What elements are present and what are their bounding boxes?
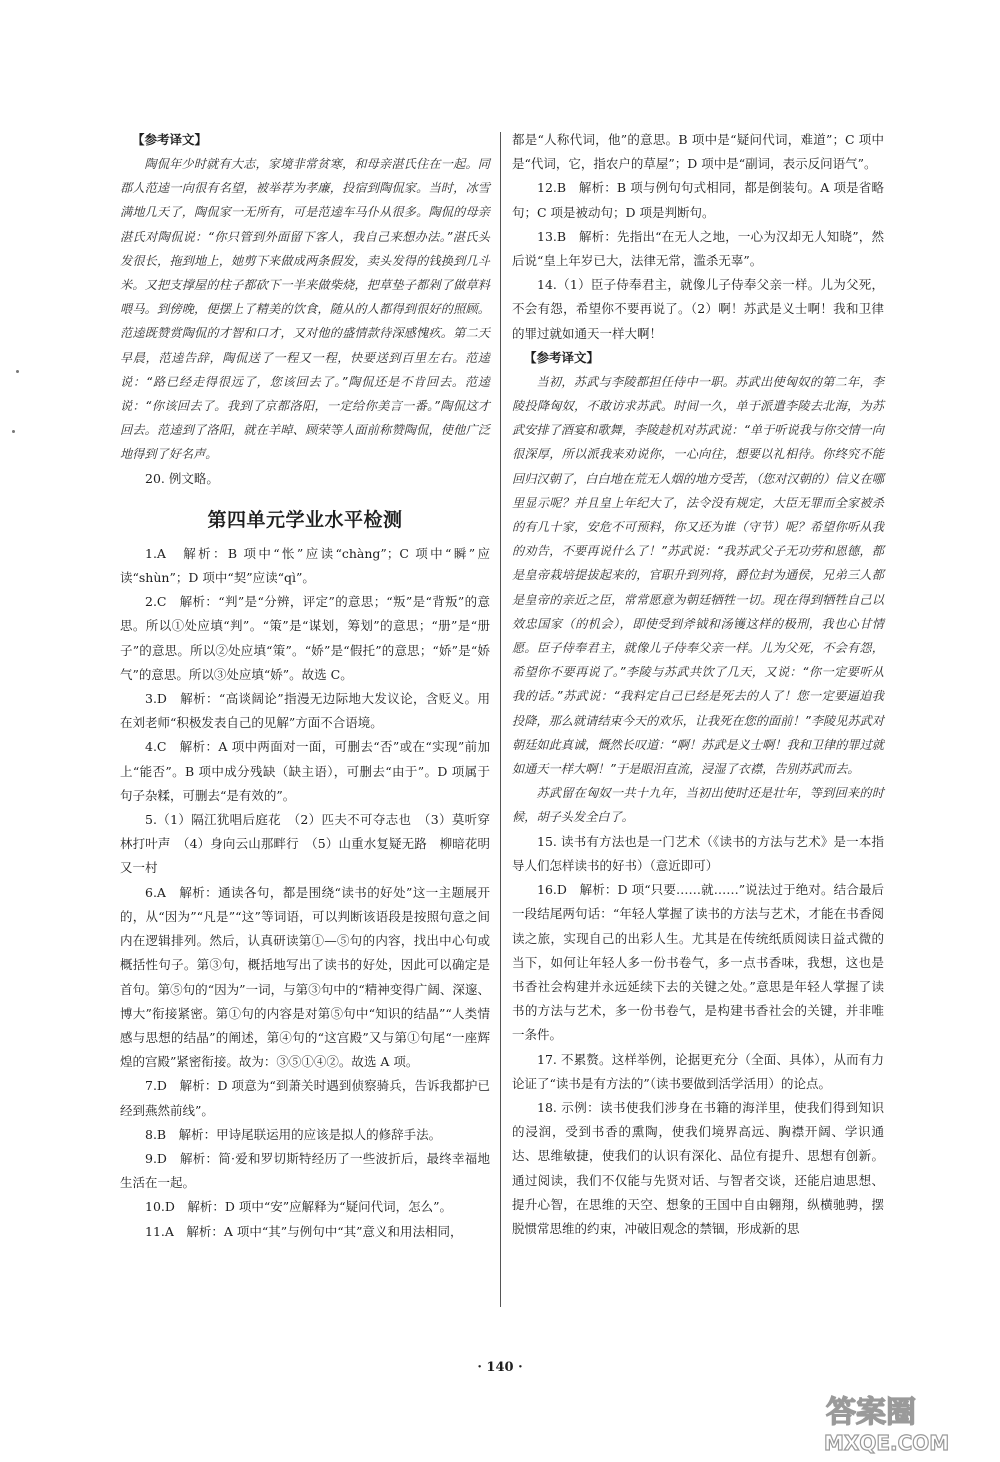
right-column [512, 128, 884, 1241]
answer-11: 11.A 解析：A 项中“其”与例句中“其”意义和用法相同， [145, 1223, 463, 1239]
scan-speck [12, 430, 15, 433]
translation-paragraph: 当初，苏武与李陵都担任侍中一职。苏武出使匈奴的第二年，李陵投降匈奴，不敢访求苏武。时间一久，单于派遣李陵去北海，为苏武安排了酒宴和歌舞，李陵趁机对苏武说：“单于听说我与你交情一向很深厚，所以派我来劝说你，一心向往，想要以礼相待。你终究不能回归汉朝了，白白地在荒无人烟的地方受苦，（您对汉朝的）信义在哪里显示呢？并且皇上年纪大了，法令没有规定，大臣无罪而全家被杀的有几十家，安危不可预料，你又还为谁（守节）呢？希望你听从我的劝告，不要再说什么了！”苏武说：“我苏武父子无功劳和恩德，都是皇帝栽培提拔起来的，官职升到列将，爵位封为通侯，兄弟三人都是皇帝的亲近之臣，常常愿意为朝廷牺牲一切。现在得到牺牲自己以效忠国家（的机会），即使受到斧钺和汤镬这样的极刑，我也心甘情愿。臣子侍奉君主，就像儿子侍奉父亲一样。儿为父死，不会有怨，希望你不要再说了。”李陵与苏武共饮了几天，又说：“你一定要听从我的话。”苏武说：“我料定自己已经是死去的人了！您一定要逼迫我投降，那么就请结束今天的欢乐，让我死在您的面前！”李陵见苏武对朝廷如此真诚，慨然长叹道：“啊！苏武是义士啊！我和卫律的罪过就如通天一样大啊！”于是眼泪直流，浸湿了衣襟，告别苏武而去。 [512, 374, 884, 777]
answer-3: 3.D 解析：“高谈阔论”指漫无边际地大发议论，含贬义。用在刘老师“积极发表自己的见解”方面不合语境。 [120, 691, 490, 731]
answer-8: 8.B 解析：甲诗尾联运用的应该是拟人的修辞手法。 [145, 1126, 442, 1142]
watermark-url-text: MXQE.COM [824, 1431, 950, 1454]
left-column [120, 128, 490, 1244]
answer-10: 10.D 解析：D 项中“安”应解释为“疑问代词，怎么”。 [145, 1199, 452, 1215]
answer-7: 7.D 解析：D 项意为“到萧关时遇到侦察骑兵，告诉我都护已经到燕然前线”。 [120, 1078, 490, 1118]
answer-12: 12.B 解析：B 项与例句句式相同，都是倒装句。A 项是省略句；C 项是被动句；D 项是判断句。 [512, 180, 884, 220]
translation-paragraph: 苏武留在匈奴一共十九年，当初出使时还是壮年，等到回来的时候，胡子头发全白了。 [512, 786, 884, 825]
answer-17: 17. 不累赘。这样举例，论据更充分（全面、具体），从而有力论证了“读书是有方法的”（读书要做到活学活用）的论点。 [512, 1051, 884, 1091]
answer-5: 5.（1）隔江犹唱后庭花 （2）匹夫不可夺志也 （3）莫听穿林打叶声 （4）身向云山那畔行 （5）山重水复疑无路 柳暗花明又一村 [120, 812, 490, 876]
answer-18: 18. 示例：读书使我们涉身在书籍的海洋里，使我们得到知识的浸润，受到书香的熏陶，使我们境界高远、胸襟开阔、学识通达、思维敏捷，使我们的认识有深化、品位有提升、思想有创新。通过阅读，我们不仅能与先贤对话、与智者交谈，还能启迪思想、提升心智，在思维的天空、想象的王国中自由翱翔，纵横驰骋，摆脱惯常思维的约束，冲破旧观念的禁锢，形成新的思 [512, 1099, 884, 1236]
handwritten-translation-block [512, 370, 884, 830]
reference-translation-label: 【参考译文】 [524, 349, 600, 365]
answer-2: 2.C 解析：“判”是“分辨，评定”的意思；“叛”是“背叛”的意思。所以①处应填“判”。“策”是“谋划，筹划”的意思；“册”是“册子”的意思。所以②处应填“策”。“娇”是“假托”的意思；“娇”是“娇气”的意思。所以③处应填“娇”。故选 C。 [120, 594, 490, 682]
scan-speck [16, 370, 19, 373]
watermark-logo [818, 1392, 988, 1454]
answer-1: 1.A 解析：B 项中“怅”应读“chàng”；C 项中“瞬”应读“shùn”；D 项中“契”应读“qì”。 [120, 545, 490, 586]
answer-4: 4.C 解析：A 项中两面对一面，可删去“否”或在“实现”前加上“能否”。B 项中成分残缺（缺主语），可删去“由于”。D 项属于句子杂糅，可删去“是有效的”。 [120, 739, 490, 803]
answer-15: 15. 读书有方法也是一门艺术（《读书的方法与艺术》是一本指导人们怎样读书的好书）（意近即可） [512, 833, 884, 873]
answer-16: 16.D 解析：D 项“只要……就……”说法过于绝对。结合最后一段结尾两句话：“年轻人掌握了读书的方法与艺术，才能在书香阅读之旅，实现自己的出彩人生。尤其是在传统纸质阅读日益式微的当下，如何让年轻人多一份书卷气，多一点书香味，我想，这也是书香社会构建并永远延续下去的关键之处。”意思是年轻人掌握了读书的方法与艺术，多一份书卷气，是构建书香社会的关键，并非唯一条件。 [512, 882, 884, 1043]
handwritten-translation-block [120, 152, 490, 467]
translation-paragraph: 陶侃年少时就有大志，家境非常贫寒，和母亲湛氏住在一起。同郡人范逵一向很有名望，被举荐为孝廉，投宿到陶侃家。当时，冰雪满地几天了，陶侃家一无所有，可是范逵车马仆从很多。陶侃的母亲湛氏对陶侃说：“你只管到外面留下客人，我自己来想办法。”湛氏头发很长，拖到地上，她剪下来做成两条假发，卖头发得的钱换到几斗米。又把支撑屋的柱子都砍下一半来做柴烧，把草垫子都剁了做草料喂马。到傍晚，便摆上了精美的饮食，随从的人都得到很好的照顾。范逵既赞赏陶侃的才智和口才，又对他的盛情款待深感愧疚。第二天早晨，范逵告辞，陶侃送了一程又一程，快要送到百里左右。范逵说：“路已经走得很远了，您该回去了。”陶侃还是不肯回去。范逵说：“你该回去了。我到了京都洛阳，一定给你美言一番。”陶侃这才回去。范逵到了洛阳，就在羊晫、顾荣等人面前称赞陶侃，使他广泛地得到了好名声。 [120, 157, 490, 462]
answer-13: 13.B 解析：先指出“在无人之地，一心为汉却无人知晓”，然后说“皇上年岁已大，法律无常，滥杀无辜”。 [512, 228, 884, 269]
answer-11-continued: 都是“人称代词，他”的意思。B 项中是“疑问代词，难道”；C 项中是“代词，它，指农户的草屋”；D 项中是“副词，表示反问语气”。 [512, 132, 884, 172]
answer-9: 9.D 解析：简·爱和罗切斯特经历了一些波折后，最终幸福地生活在一起。 [120, 1150, 490, 1191]
reference-translation-label: 【参考译文】 [132, 132, 208, 147]
answer-6: 6.A 解析：通读各句，都是围绕“读书的好处”这一主题展开的，从“因为”“凡是”“这”等词语，可以判断该语段是按照句意之间内在逻辑排列。然后，认真研读第①—⑤句的内容，找出中心句或概括性句子。第③句，概括地写出了读书的好处，因此可以确定是首句。第⑤句的“因为”一词，与第③句中的“精神变得广阔、深邃、博大”衔接紧密。第①句的内容是对第⑤句中“知识的结晶”“人类情感与思想的结晶”的阐述，第④句的“这宫殿”又与第①句尾“一座辉煌的宫殿”紧密衔接。故为：③⑤①④②。故选 A 项。 [120, 884, 490, 1070]
answer-20: 20. 例文略。 [145, 470, 219, 486]
page-number: · 140 · [477, 1360, 523, 1375]
answer-14: 14.（1）臣子侍奉君主，就像儿子侍奉父亲一样。儿为父死，不会有怨，希望你不要再说了。（2）啊！苏武是义士啊！我和卫律的罪过就如通天一样大啊！ [512, 277, 884, 341]
column-divider [500, 132, 501, 1307]
section-title: 第四单元学业水平检测 [207, 508, 403, 531]
watermark-main-text: 答案圈 [826, 1395, 916, 1430]
